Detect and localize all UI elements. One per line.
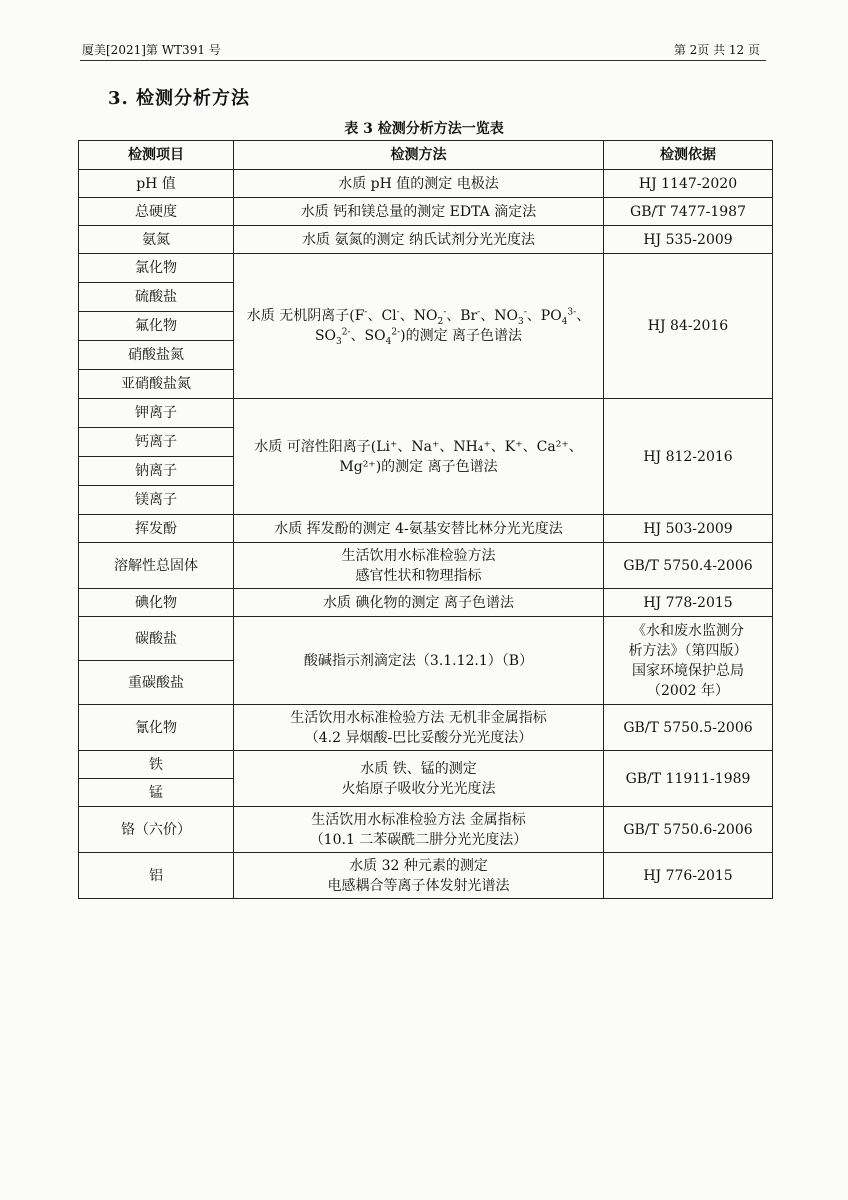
method-line: （4.2 异烟酸-巴比妥酸分光光度法）: [304, 729, 533, 746]
basis-line: 国家环境保护总局: [632, 662, 744, 679]
item-cell: 钾离子: [79, 399, 234, 428]
method-line: 水质 铁、锰的测定: [360, 760, 477, 777]
basis-cell: GB/T 5750.5-2006: [604, 705, 773, 751]
item-cell: 挥发酚: [79, 515, 234, 543]
item-cell: 氨氮: [79, 226, 234, 254]
basis-cell: HJ 812-2016: [604, 399, 773, 515]
method-cell: 酸碱指示剂滴定法（3.1.12.1）（B）: [234, 617, 604, 705]
item-cell: 溶解性总固体: [79, 543, 234, 589]
method-line: 生活饮用水标准检验方法 无机非金属指标: [290, 709, 547, 726]
item-cell: 亚硝酸盐氮: [79, 370, 234, 399]
method-cell: [234, 807, 604, 853]
basis-line: 《水和废水监测分: [632, 622, 744, 639]
item-cell: 铁: [79, 751, 234, 779]
table-row: [79, 853, 773, 899]
item-cell: 硫酸盐: [79, 283, 234, 312]
report-number: 厦美[2021]第 WT391 号: [82, 43, 221, 57]
method-text: SO: [314, 328, 337, 344]
section-title: 3. 检测分析方法: [108, 88, 251, 109]
table-row: [79, 399, 773, 428]
anion-method-line1: 水质 无机阴离子(F-、Cl-、$NO_2^-$、Br-、$NO_3^-$、$PO_4^{3-}$、: [246, 307, 591, 327]
basis-cell: GB/T 11911-1989: [604, 751, 773, 807]
basis-cell: HJ 776-2015: [604, 853, 773, 899]
item-cell: 铬（六价）: [79, 807, 234, 853]
method-text: )的测定 离子色谱法: [400, 328, 523, 344]
method-cell: 水质 氨氮的测定 纳氏试剂分光光度法: [234, 226, 604, 254]
item-cell: 钙离子: [79, 428, 234, 457]
basis-line: （2002 年）: [646, 682, 730, 699]
table-row: [79, 589, 773, 617]
table-row: [79, 543, 773, 589]
item-cell: 碘化物: [79, 589, 234, 617]
method-text: 、NO: [480, 308, 518, 324]
basis-cell: HJ 778-2015: [604, 589, 773, 617]
basis-cell: HJ 1147-2020: [604, 170, 773, 198]
basis-line: 析方法》（第四版）: [628, 642, 748, 659]
basis-cell: GB/T 7477-1987: [604, 198, 773, 226]
method-cell: 水质 碘化物的测定 离子色谱法: [234, 589, 604, 617]
item-cell: 镁离子: [79, 486, 234, 515]
table-row: [79, 751, 773, 779]
method-text: 水质 无机阴离子(F: [246, 308, 365, 324]
item-cell: 碳酸盐: [79, 617, 234, 661]
table-row: [79, 198, 773, 226]
method-line: （10.1 二苯碳酰二肼分光光度法）: [309, 831, 528, 848]
method-text: 、Cl: [367, 308, 397, 324]
table-row: [79, 170, 773, 198]
item-cell: 重碳酸盐: [79, 661, 234, 705]
page-indicator: 第 2页 共 12 页: [673, 43, 760, 57]
item-cell: 锰: [79, 779, 234, 807]
item-cell: 总硬度: [79, 198, 234, 226]
method-line: 生活饮用水标准检验方法 金属指标: [311, 811, 526, 828]
method-line: 火焰原子吸收分光光度法: [341, 780, 496, 797]
method-line: 生活饮用水标准检验方法: [341, 547, 496, 564]
item-cell: pH 值: [79, 170, 234, 198]
method-cell: [234, 705, 604, 751]
method-cell: [234, 751, 604, 807]
column-header-method: 检测方法: [234, 141, 604, 170]
method-line: 感官性状和物理指标: [355, 567, 482, 584]
method-cell: [234, 254, 604, 399]
basis-cell: GB/T 5750.4-2006: [604, 543, 773, 589]
method-cell: 水质 钙和镁总量的测定 EDTA 滴定法: [234, 198, 604, 226]
basis-cell: GB/T 5750.6-2006: [604, 807, 773, 853]
method-cell: [234, 543, 604, 589]
table-caption: 表 3 检测分析方法一览表: [344, 121, 504, 137]
column-header-basis: 检测依据: [604, 141, 773, 170]
basis-cell: HJ 84-2016: [604, 254, 773, 399]
item-cell: 铝: [79, 853, 234, 899]
basis-cell: HJ 503-2009: [604, 515, 773, 543]
item-cell: 氯化物: [79, 254, 234, 283]
method-text: 、Br: [446, 308, 478, 324]
item-cell: 氰化物: [79, 705, 234, 751]
method-line: 水质 32 种元素的测定: [349, 857, 488, 874]
method-text: 、PO: [526, 308, 562, 324]
method-cell: 水质 挥发酚的测定 4-氨基安替比林分光光度法: [234, 515, 604, 543]
method-cell: 水质 pH 值的测定 电极法: [234, 170, 604, 198]
table-row: [79, 705, 773, 751]
item-cell: 钠离子: [79, 457, 234, 486]
table-row: [79, 515, 773, 543]
item-cell: 硝酸盐氮: [79, 341, 234, 370]
column-header-item: 检测项目: [79, 141, 234, 170]
header-divider: [80, 60, 766, 61]
method-cell: [234, 853, 604, 899]
methods-table: [78, 140, 773, 899]
anion-method-line2: $SO_3^{2-}$、$SO_4^{2-}$)的测定 离子色谱法: [314, 327, 523, 347]
method-line: Mg²⁺)的测定 离子色谱法: [339, 458, 498, 475]
basis-cell: [604, 617, 773, 705]
basis-cell: HJ 535-2009: [604, 226, 773, 254]
method-line: 水质 可溶性阳离子(Li⁺、Na⁺、NH₄⁺、K⁺、Ca²⁺、: [254, 438, 583, 455]
method-text: 、NO: [399, 308, 438, 324]
method-cell: [234, 399, 604, 515]
method-text: 、SO: [350, 328, 386, 344]
table-row: [79, 226, 773, 254]
table-header-row: [79, 141, 773, 170]
item-cell: 氟化物: [79, 312, 234, 341]
method-line: 电感耦合等离子体发射光谱法: [327, 877, 510, 894]
table-row: [79, 807, 773, 853]
table-row: [79, 617, 773, 661]
table-row: [79, 254, 773, 283]
